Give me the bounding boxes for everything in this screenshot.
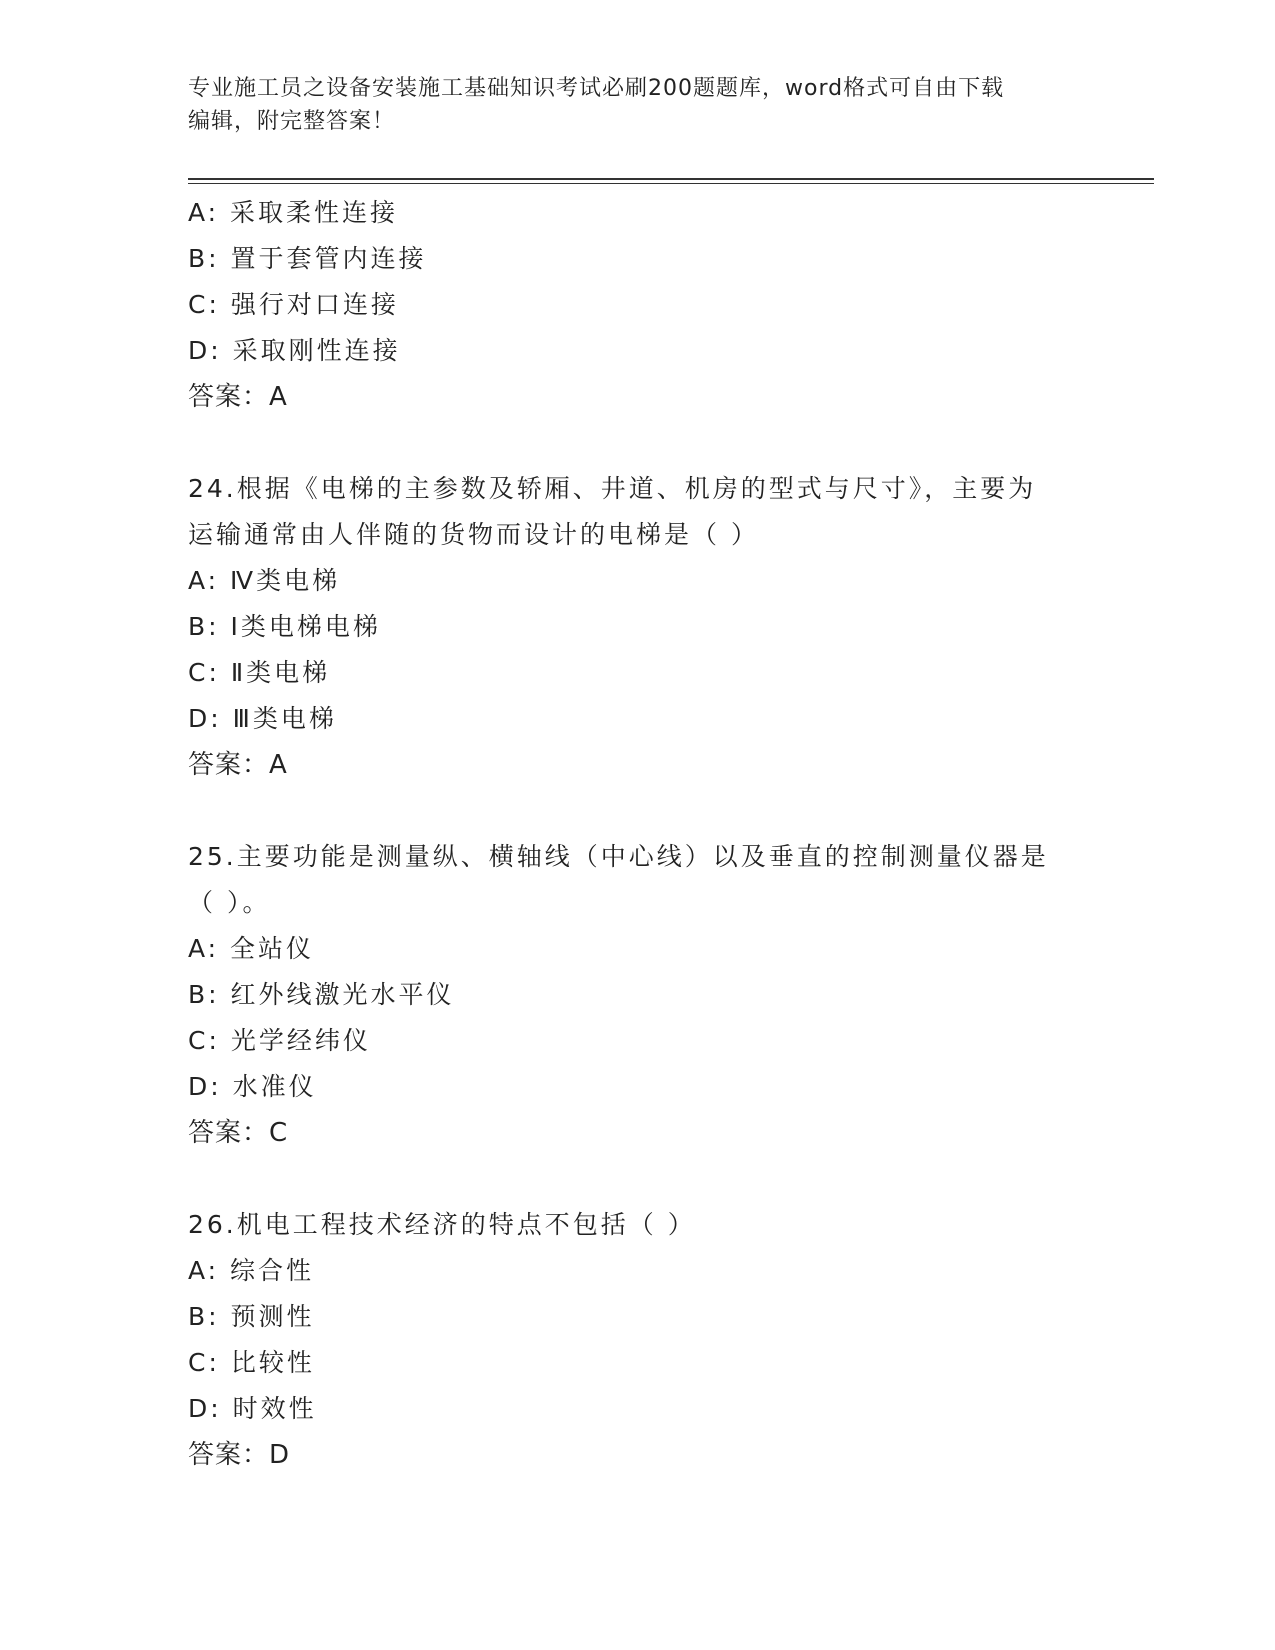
answer-line: 答案：A bbox=[188, 750, 288, 780]
header-line-2: 编辑，附完整答案！ bbox=[188, 109, 396, 134]
question-spacer bbox=[188, 420, 1088, 466]
document-header bbox=[188, 72, 1088, 138]
option-d: D: 采取刚性连接 bbox=[188, 336, 401, 365]
question-spacer bbox=[188, 788, 1088, 834]
option-c: C: 比较性 bbox=[188, 1348, 315, 1377]
option-b: B: 预测性 bbox=[188, 1302, 315, 1331]
question-stem-continued: （ ）。 bbox=[188, 888, 271, 917]
option-a: A: 综合性 bbox=[188, 1256, 315, 1285]
header-line-1: 专业施工员之设备安装施工基础知识考试必刷200题题库，word格式可自由下载 bbox=[188, 76, 1005, 101]
question-stem: 24.根据《电梯的主参数及轿厢、井道、机房的型式与尺寸》，主要为 bbox=[188, 474, 1037, 503]
option-c: C: Ⅱ类电梯 bbox=[188, 658, 331, 687]
question-26-block bbox=[188, 1202, 1088, 1478]
answer-line: 答案：C bbox=[188, 1118, 289, 1148]
question-list bbox=[188, 190, 1088, 1478]
option-a: A: 全站仪 bbox=[188, 934, 315, 963]
option-a: A: Ⅳ类电梯 bbox=[188, 566, 341, 595]
option-c: C: 强行对口连接 bbox=[188, 290, 399, 319]
option-d: D: 水准仪 bbox=[188, 1072, 317, 1101]
question-stem: 25.主要功能是测量纵、横轴线（中心线）以及垂直的控制测量仪器是 bbox=[188, 842, 1049, 871]
option-b: B: 置于套管内连接 bbox=[188, 244, 427, 273]
header-divider-thin bbox=[188, 183, 1154, 184]
question-stem: 26.机电工程技术经济的特点不包括（ ） bbox=[188, 1210, 696, 1239]
option-c: C: 光学经纬仪 bbox=[188, 1026, 371, 1055]
answer-line: 答案：A bbox=[188, 382, 288, 412]
option-b: B: Ⅰ类电梯电梯 bbox=[188, 612, 381, 641]
question-25-block bbox=[188, 834, 1088, 1156]
option-d: D: Ⅲ类电梯 bbox=[188, 704, 337, 733]
option-d: D: 时效性 bbox=[188, 1394, 317, 1423]
question-stem-continued: 运输通常由人伴随的货物而设计的电梯是（ ） bbox=[188, 520, 759, 549]
option-a: A: 采取柔性连接 bbox=[188, 198, 399, 227]
question-24-block bbox=[188, 466, 1088, 788]
answer-line: 答案：D bbox=[188, 1440, 291, 1470]
header-divider-thick bbox=[188, 178, 1154, 180]
question-23-block bbox=[188, 190, 1088, 420]
option-b: B: 红外线激光水平仪 bbox=[188, 980, 455, 1009]
question-spacer bbox=[188, 1156, 1088, 1202]
